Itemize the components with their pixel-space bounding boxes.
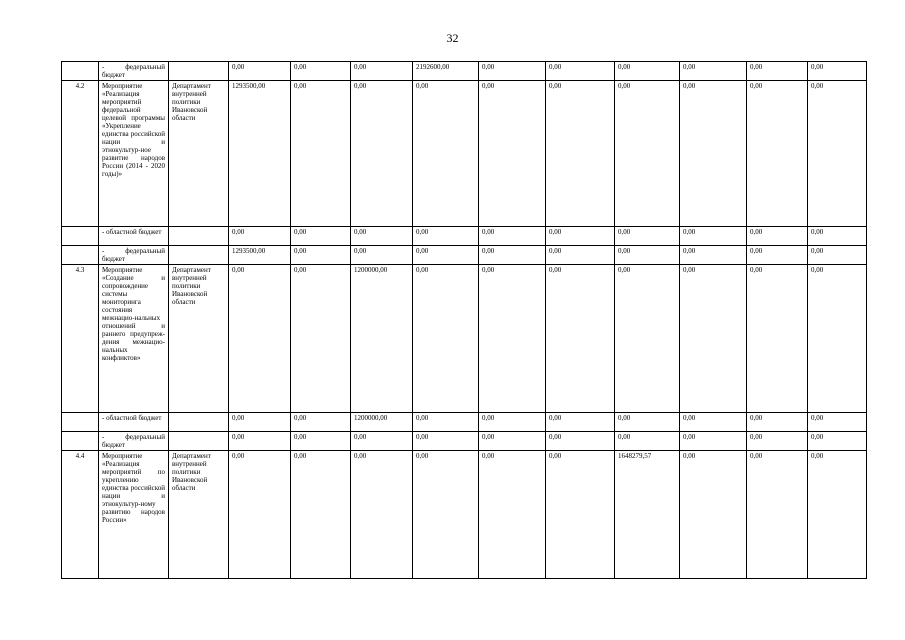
budget-table — [61, 61, 867, 579]
row-number-cell — [62, 246, 99, 265]
event-name-cell: - областной бюджет — [99, 413, 169, 432]
amount-cell: 0,00 — [479, 265, 546, 413]
executor-cell — [169, 413, 229, 432]
amount-cell: 0,00 — [291, 451, 351, 579]
event-name-cell: Мероприятие «Реализация мероприятий федеральной целевой программы «Укрепление единства российской нации и этнокультур-ное развитие народов России (2014 - 2020 годы)» — [99, 81, 169, 227]
amount-cell: 0,00 — [747, 451, 808, 579]
amount-cell: 1200000,00 — [351, 265, 413, 413]
amount-cell: 0,00 — [808, 246, 867, 265]
amount-cell: 0,00 — [615, 62, 680, 81]
amount-cell: 0,00 — [546, 413, 615, 432]
amount-cell: 0,00 — [479, 62, 546, 81]
amount-cell: 0,00 — [291, 227, 351, 246]
amount-cell: 1293500,00 — [229, 246, 291, 265]
amount-cell: 0,00 — [680, 432, 747, 451]
amount-cell: 0,00 — [808, 432, 867, 451]
amount-cell: 0,00 — [808, 81, 867, 227]
executor-cell: Департамент внутренней политики Ивановской области — [169, 81, 229, 227]
amount-cell: 0,00 — [808, 62, 867, 81]
amount-cell: 0,00 — [546, 432, 615, 451]
event-name-cell: - федеральный бюджет — [99, 432, 169, 451]
amount-cell: 0,00 — [229, 413, 291, 432]
row-number-cell — [62, 413, 99, 432]
amount-cell: 1648279,57 — [615, 451, 680, 579]
event-row — [62, 81, 867, 227]
amount-cell: 0,00 — [351, 227, 413, 246]
row-number-cell: 4.3 — [62, 265, 99, 413]
amount-cell: 0,00 — [229, 62, 291, 81]
row-number-cell: 4.4 — [62, 451, 99, 579]
page-number: 32 — [446, 31, 459, 45]
amount-cell: 1200000,00 — [351, 413, 413, 432]
amount-cell: 0,00 — [546, 227, 615, 246]
amount-cell: 0,00 — [291, 246, 351, 265]
amount-cell: 0,00 — [615, 246, 680, 265]
event-name-cell: - федеральный бюджет — [99, 62, 169, 81]
amount-cell: 0,00 — [413, 81, 479, 227]
amount-cell: 0,00 — [291, 81, 351, 227]
amount-cell: 0,00 — [747, 81, 808, 227]
amount-cell: 0,00 — [351, 451, 413, 579]
amount-cell: 0,00 — [351, 432, 413, 451]
amount-cell: 0,00 — [479, 227, 546, 246]
amount-cell: 0,00 — [479, 432, 546, 451]
row-number-cell — [62, 432, 99, 451]
amount-cell: 0,00 — [291, 62, 351, 81]
amount-cell: 0,00 — [479, 81, 546, 227]
event-row — [62, 451, 867, 579]
row-number-cell — [62, 62, 99, 81]
amount-cell: 0,00 — [808, 265, 867, 413]
amount-cell: 0,00 — [229, 432, 291, 451]
amount-cell: 0,00 — [680, 81, 747, 227]
executor-cell — [169, 62, 229, 81]
amount-cell: 0,00 — [680, 413, 747, 432]
amount-cell: 0,00 — [546, 62, 615, 81]
budget-table-body — [62, 62, 867, 579]
amount-cell: 0,00 — [479, 413, 546, 432]
budget-source-row — [62, 246, 867, 265]
executor-cell: Департамент внутренней политики Ивановской области — [169, 451, 229, 579]
amount-cell: 0,00 — [747, 432, 808, 451]
budget-source-row — [62, 227, 867, 246]
amount-cell: 0,00 — [413, 432, 479, 451]
amount-cell: 0,00 — [747, 265, 808, 413]
amount-cell: 0,00 — [615, 81, 680, 227]
amount-cell: 0,00 — [808, 227, 867, 246]
amount-cell: 0,00 — [747, 246, 808, 265]
amount-cell: 0,00 — [229, 451, 291, 579]
amount-cell: 0,00 — [291, 413, 351, 432]
amount-cell: 0,00 — [413, 413, 479, 432]
amount-cell: 0,00 — [615, 413, 680, 432]
amount-cell: 0,00 — [747, 227, 808, 246]
executor-cell: Департамент внутренней политики Ивановской области — [169, 265, 229, 413]
amount-cell: 0,00 — [546, 81, 615, 227]
amount-cell: 0,00 — [680, 227, 747, 246]
amount-cell: 0,00 — [546, 451, 615, 579]
amount-cell: 0,00 — [229, 227, 291, 246]
amount-cell: 0,00 — [546, 265, 615, 413]
amount-cell: 1293500,00 — [229, 81, 291, 227]
budget-source-row — [62, 62, 867, 81]
row-number-cell — [62, 227, 99, 246]
amount-cell: 0,00 — [747, 62, 808, 81]
amount-cell: 0,00 — [615, 432, 680, 451]
budget-source-row — [62, 413, 867, 432]
executor-cell — [169, 227, 229, 246]
budget-source-row — [62, 432, 867, 451]
amount-cell: 0,00 — [291, 432, 351, 451]
amount-cell: 0,00 — [680, 246, 747, 265]
amount-cell: 0,00 — [479, 451, 546, 579]
amount-cell: 2192600,00 — [413, 62, 479, 81]
amount-cell: 0,00 — [413, 451, 479, 579]
amount-cell: 0,00 — [546, 246, 615, 265]
amount-cell: 0,00 — [680, 62, 747, 81]
amount-cell: 0,00 — [747, 413, 808, 432]
amount-cell: 0,00 — [413, 246, 479, 265]
event-name-cell: - федеральный бюджет — [99, 246, 169, 265]
event-name-cell: - областной бюджет — [99, 227, 169, 246]
amount-cell: 0,00 — [808, 451, 867, 579]
executor-cell — [169, 432, 229, 451]
event-name-cell: Мероприятие «Создание и сопровождение системы мониторинга состояния межнацио-нальных отношений и раннего предупреж-дения межнацио-нальных конфликтов» — [99, 265, 169, 413]
amount-cell: 0,00 — [413, 227, 479, 246]
amount-cell: 0,00 — [615, 265, 680, 413]
executor-cell — [169, 246, 229, 265]
amount-cell: 0,00 — [351, 246, 413, 265]
event-row — [62, 265, 867, 413]
row-number-cell: 4.2 — [62, 81, 99, 227]
amount-cell: 0,00 — [351, 81, 413, 227]
amount-cell: 0,00 — [413, 265, 479, 413]
amount-cell: 0,00 — [479, 246, 546, 265]
amount-cell: 0,00 — [291, 265, 351, 413]
amount-cell: 0,00 — [680, 265, 747, 413]
amount-cell: 0,00 — [808, 413, 867, 432]
amount-cell: 0,00 — [351, 62, 413, 81]
amount-cell: 0,00 — [229, 265, 291, 413]
event-name-cell: Мероприятие «Реализация мероприятий по укреплению единства российской нации и этнокультур-ному развитию народов России» — [99, 451, 169, 579]
amount-cell: 0,00 — [680, 451, 747, 579]
amount-cell: 0,00 — [615, 227, 680, 246]
